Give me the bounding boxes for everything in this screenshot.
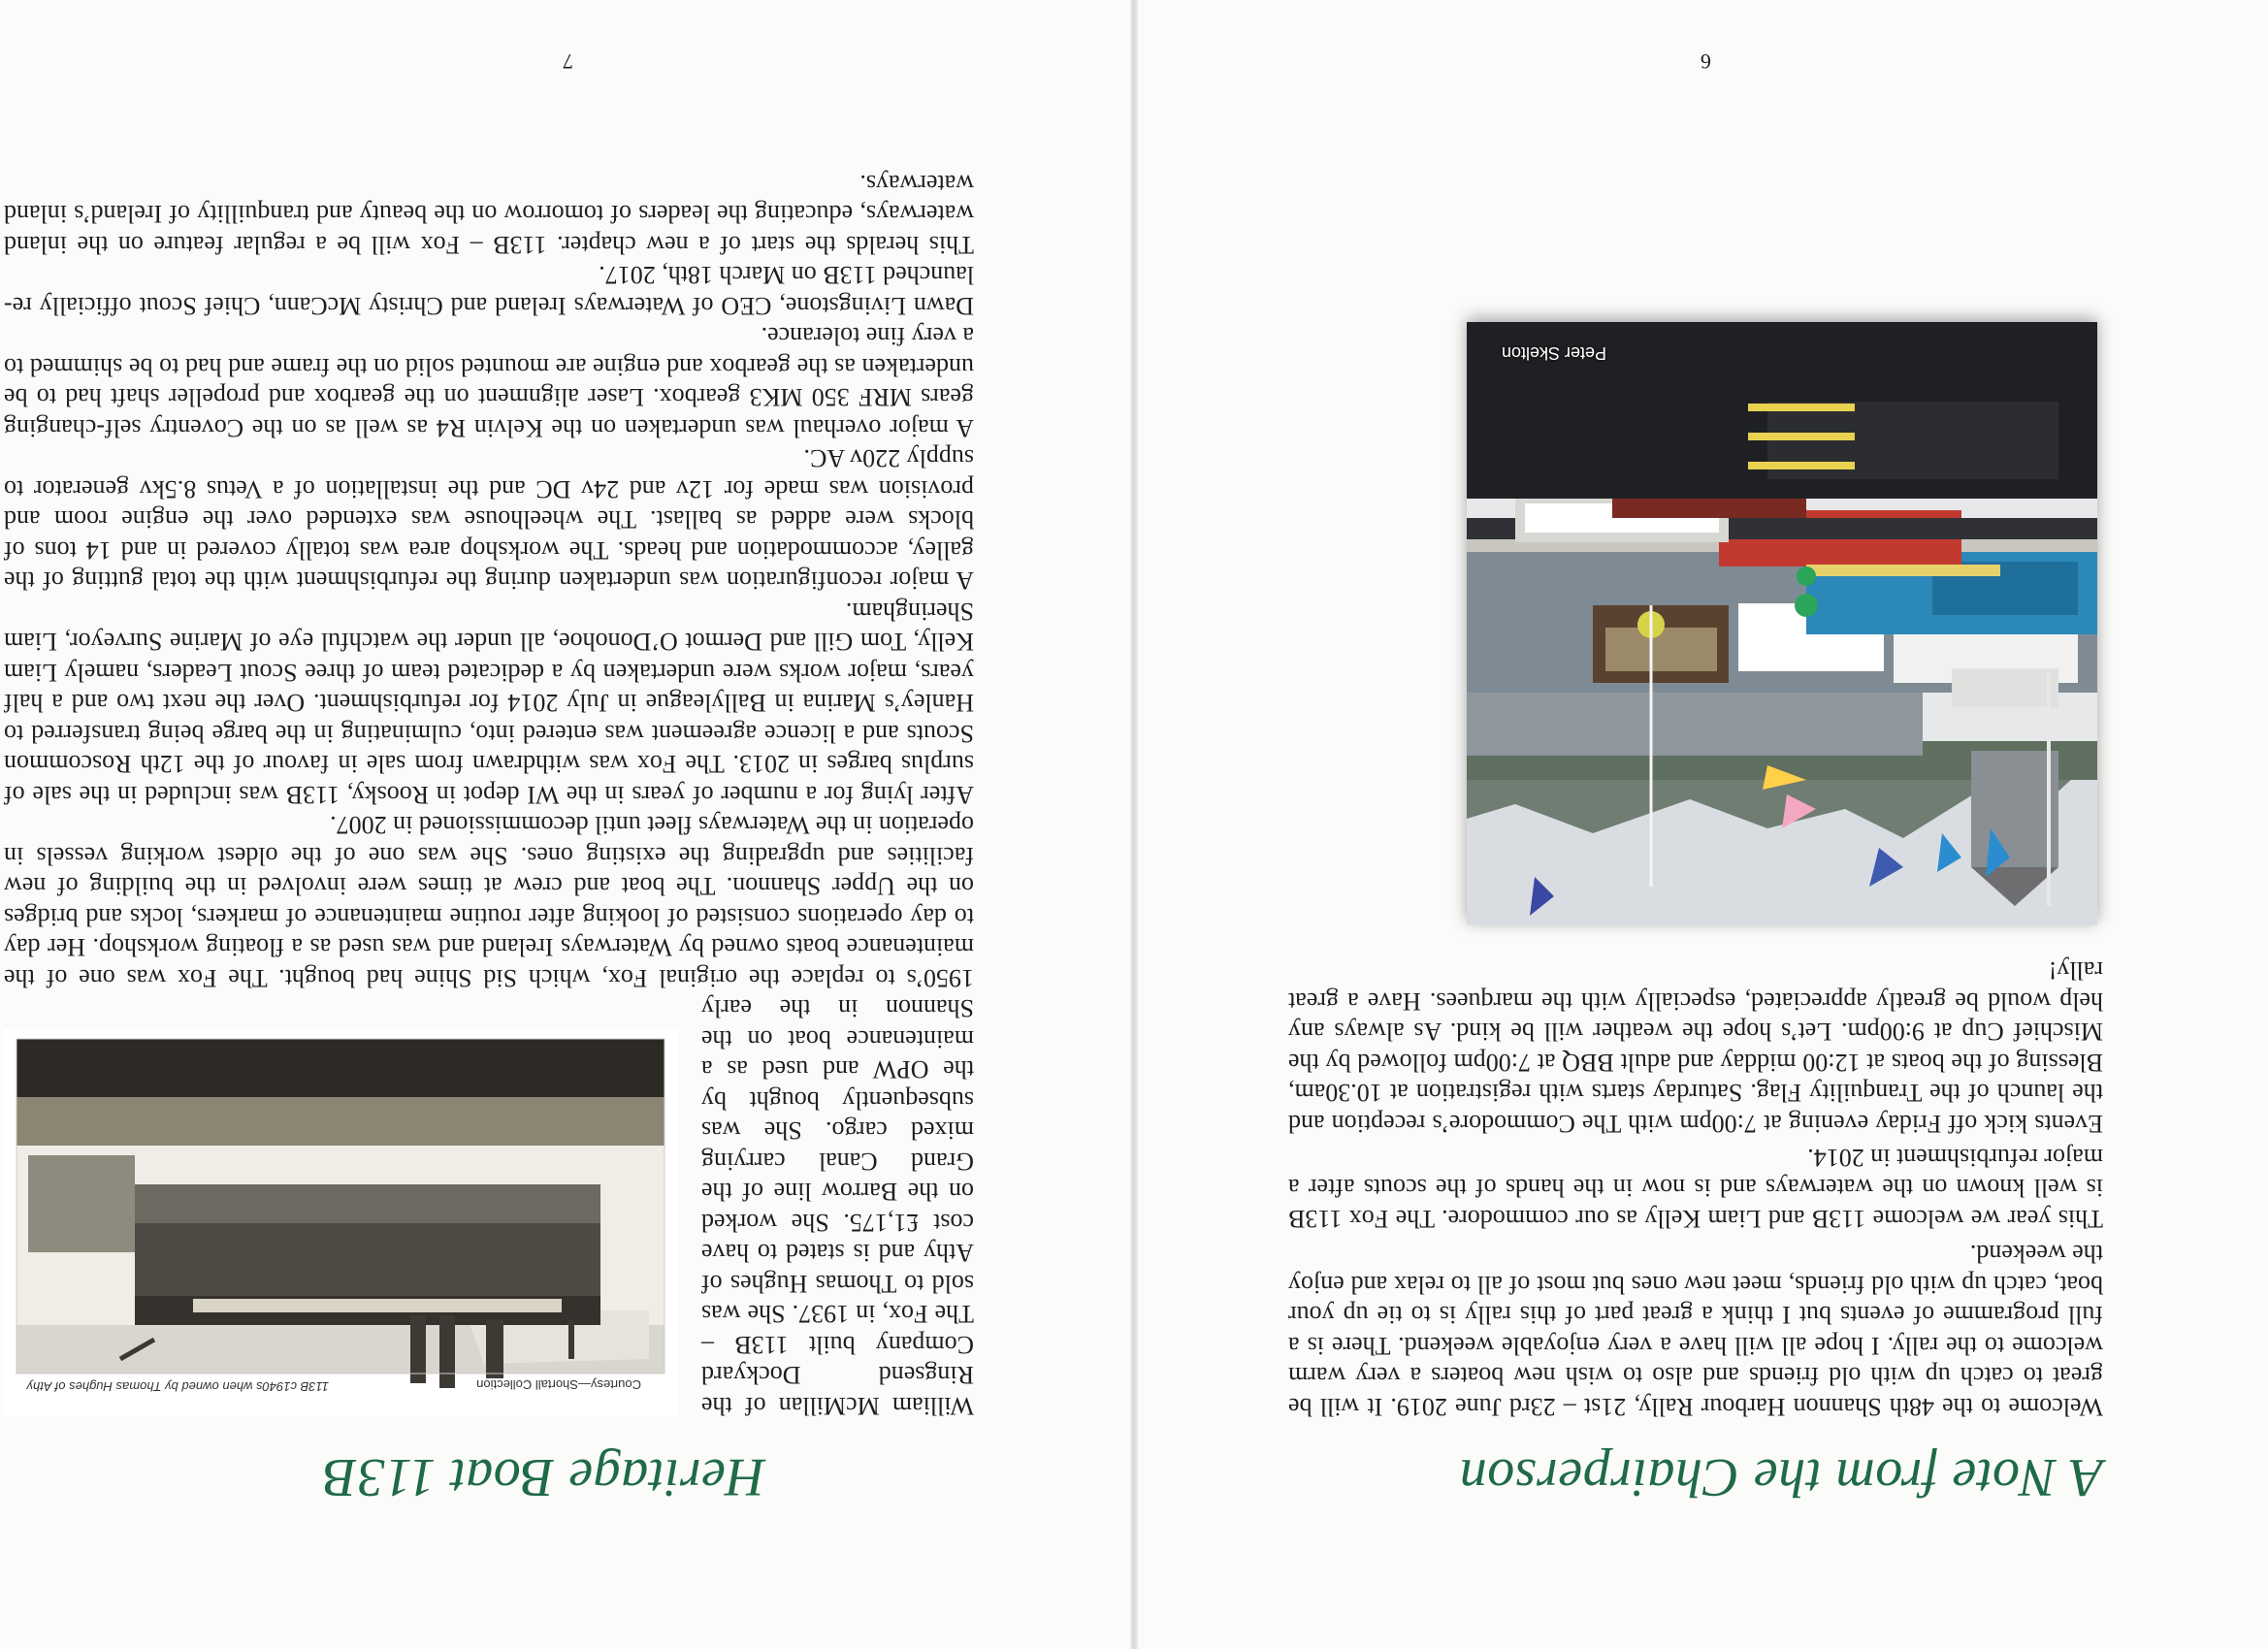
- chair-paragraph-3: Events kick off Friday evening at 7:00pm with The Commodore’s reception and the launch of the Tranquility Flag. Saturday starts with registration at 10.30am, Blessing of the boats at 12:00 midday and adult BBQ at 7:00pm followed by the Mischief Cup at 9:00pm. Let’s hope the weather will be kind. As always any help would be greatly appreciated, especially with the marquees. Have a great rally!: [1288, 956, 2103, 1138]
- barge-archive-image: [4, 1029, 678, 1417]
- heritage-intro-paragraph: William McMillan of the Ringsend Dockyard Company built 113B – The Fox, in 1937. She was sold to Thomas Hughes of Athy and is stated to have cost £1,175. She worked on the Barrow line of the Grand Canal carrying mixed cargo. She was subsequently bought by the OPW and used as a maintenance boat on the Shannon in the early 1950’s to replace the original Fox, which Sid Shine had bought. The Fox was one of the maintenance boats owned by Waterways Ireland and was used as a floating workshop. Her day to day operations consisted of looking after routine maintenance of markers, locks and bridges on the Upper Shannon. The boat and crew at times were involved in the building of new facilities and upgrading the existing ones. She was one of the oldest working vessels in operation in the Waterways fleet until decommissioned in 2007.: [4, 811, 974, 1420]
- heritage-article: [4, 169, 974, 1422]
- archive-photo-caption: 113B c1940s when owned by Thomas Hughes of Athy: [26, 1379, 329, 1394]
- archive-photo-float: [4, 1029, 678, 1417]
- page-6: [1134, 0, 2268, 1649]
- page-number-6: 6: [1701, 49, 1711, 74]
- harbour-boats-image: [1467, 322, 2097, 925]
- heritage-paragraph-3: A major overhaul was undertaken on the Kelvin R4 as well as on the Coventry self-changing gears MRF 350 MK3 gearbox. Laser alignment on the gearbox and propeller shaft had to be undertaken as the gearbox and engine are mounted solid on the frame and had to be shimmed to a very fine tolerance.: [4, 322, 974, 442]
- chairperson-note-title: A Note from the Chairperson: [1459, 1447, 2103, 1507]
- chair-paragraph-2: This year we welcome 113B and Liam Kelly as our commodore. The Fox 113B is well known on the waterways and is now in the hands of the scouts after a major refurbishment in 2014.: [1288, 1144, 2103, 1233]
- heritage-paragraph-2: A major reconfiguration was undertaken during the refurbishment with the total gutting of the galley, accommodation and heads. The workshop area was totally covered in and 14 tons of blocks were added as ballast. The wheelhouse was extended over the engine room and provision was made for 12v and 24v DC and the installation of a Vetus 8.5kv generator to supply 220v AC.: [4, 444, 974, 596]
- heritage-boat-title: Heritage Boat 113B: [323, 1447, 765, 1507]
- chair-paragraph-1: Welcome to the 48th Shannon Harbour Rally, 21st – 23rd June 2019. It will be great to catch up with old friends and also to wish new boaters a very warm welcome to the rally. I hope all will have a very enjoyable weekend. There is a full programme of events but I think a great part of this rally is to tie up your boat, catch up with old friends, meet new ones but most of all to relax and enjoy the weekend.: [1288, 1240, 2103, 1421]
- heritage-paragraph-5: This heralds the start of a new chapter. 113B – Fox will be a regular feature on the inland waterways, educating the leaders of tomorrow on the beauty and tranquillity of Ireland’s inland waterways.: [4, 170, 974, 259]
- page-number-7: 7: [563, 49, 573, 74]
- archive-photo: [4, 1029, 678, 1417]
- heritage-paragraph-1: After lying for a number of years in the WI depot in Roosky, 113B was included in the sale of surplus barges in 2013. The Fox was withdrawn from sale in favour of the 12th Roscommon Scouts and a licence agreement was entered into, culminating in the barge being transferred to Hanley’s Marina in Ballyleague in July 2014 for refurbishment. Over the next two and a half years, major works were undertaken by a dedicated team of three Scout Leaders, namely Liam Kelly, Tom Gill and Dermot O’Donohoe, all under the watchful eye of Marine Surveyor, Liam Sheringham.: [4, 598, 974, 809]
- archive-photo-credit: Courtesy—Shortall Collection: [476, 1377, 641, 1392]
- harbour-photo: [1467, 322, 2097, 925]
- heritage-paragraph-4: Dawn Livingstone, CEO of Waterways Ireland and Christy McCann, Chief Scout officially re-launched 113B on March 18th, 2017.: [4, 261, 974, 320]
- photo-credit: Peter Skelton: [1501, 343, 1606, 363]
